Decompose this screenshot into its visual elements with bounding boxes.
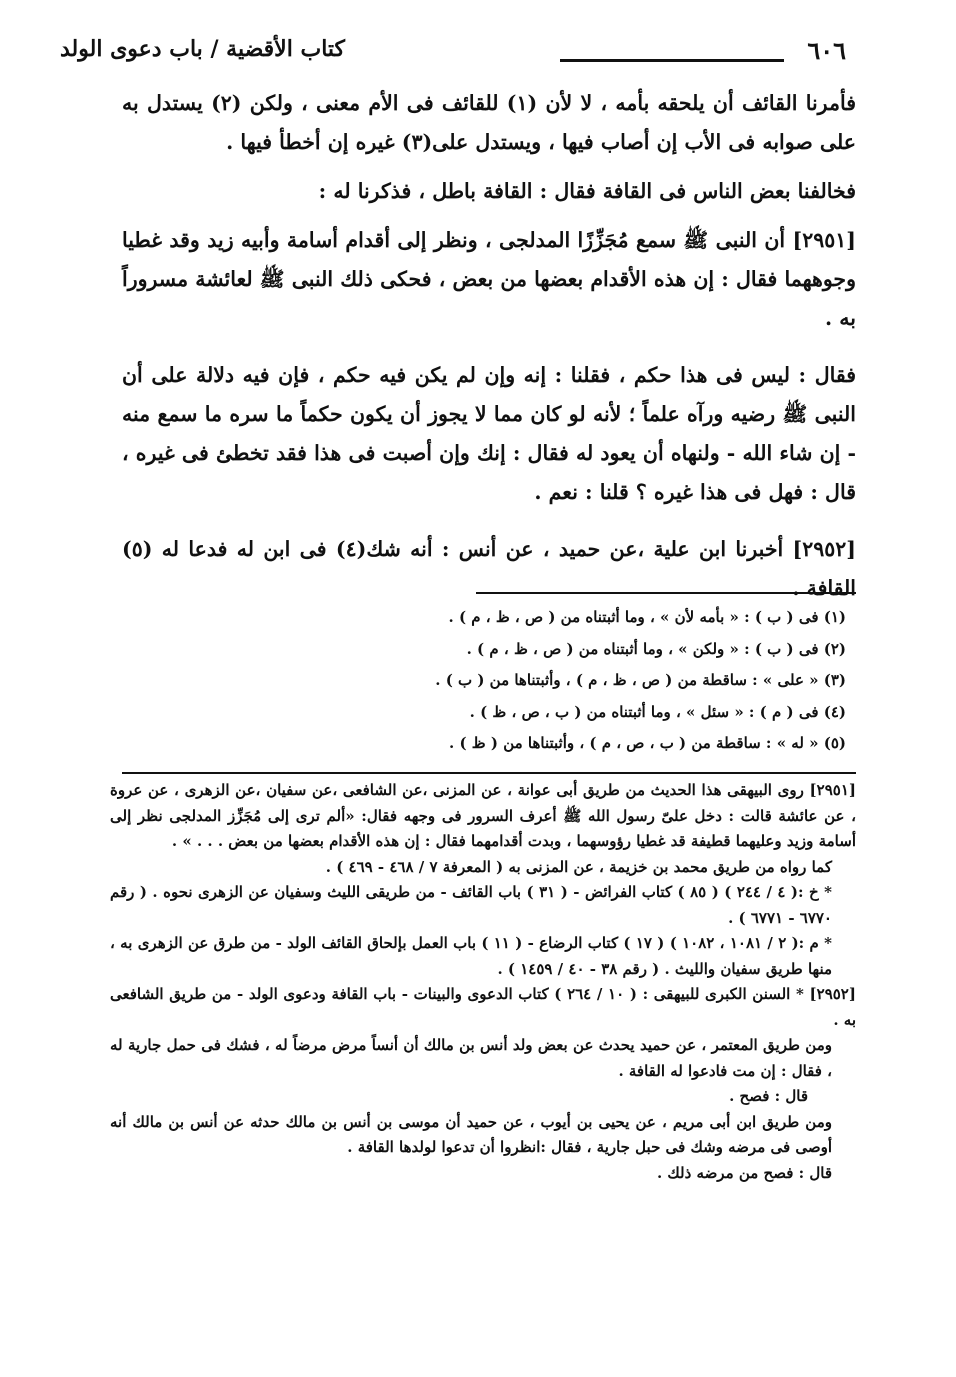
takhrij-text: * م :( ٢ / ١٠٨١ ، ١٠٨٢ ) ( ١٧ ) كتاب الرضاع - ( ١١ ) باب العمل بإلحاق القائف الولد - من طرق عن الزهرى به ، منها طريق سفيان والليث . ( رقم ٣٨ - ٤٠ / ١٤٥٩ ) .	[110, 934, 832, 978]
hadith-text: أن النبى ﷺ سمع مُجَزِّزًا المدلجى ، ونظر إلى أقدام أسامة وأبيه زيد وقد غطيا وجوههما فقال : إن هذه الأقدام بعضها من بعض ، فحكى ذلك النبى ﷺ لعائشة مسروراً به .	[122, 228, 856, 330]
hadith-number: [٢٩٥٢]	[792, 537, 856, 561]
hadith-number: [٢٩٥١]	[792, 228, 856, 252]
takhrij-section	[110, 778, 856, 1186]
takhrij-text: ومن طريق المعتمر ، عن حميد يحدث عن بعض ولد أنس بن مالك أن أنساً مرض مرضاً له ، فشك فى حمل جارية له ، فقال : إن مت فادعوا له القافة .	[110, 1036, 832, 1080]
takhrij-text: * السنن الكبرى للبيهقى : ( ١٠ / ٢٦٤ ) كتاب الدعوى والبينات - باب القافة ودعوى الولد - من طريق الشافعى به .	[110, 985, 856, 1029]
takhrij-number: [٢٩٥٢]	[809, 985, 856, 1003]
takhrij-entry	[110, 778, 856, 855]
footnote-separator	[476, 592, 856, 594]
paragraph: فخالفنا بعض الناس فى القافة فقال : القافة باطل ، فذكرنا له :	[318, 179, 856, 203]
paragraph: فأمرنا القائف أن يلحقه بأمه ، لا لأن (١) للقائف فى الأم معنى ، ولكن (٢) يستدل به على صوابه فى الأب إن أصاب فيها ، ويستدل على(٣) غيره إن أخطأ فيها .	[122, 91, 856, 154]
header-rule	[560, 59, 784, 62]
footnote: (٣) « على » : ساقطة من ( ص ، ظ ، م ) ، وأثبتناها من ( ب ) .	[435, 671, 846, 689]
takhrij-text: * خ :( ٤ / ٢٤٤ ) ( ٨٥ ) كتاب الفرائض - ( ٣١ ) باب القائف - من طريقى الليث وسفيان عن الزهرى نحوه . ( رقم ٦٧٧٠ - ٦٧٧١ ) .	[110, 883, 832, 927]
footnote: (٤) فى ( م ) : « سئل » ، وما أثبتناه من ( ب ، ص ، ظ ) .	[469, 702, 846, 721]
takhrij-text: قال : فصح .	[729, 1087, 808, 1105]
takhrij-text: قال : فصح من مرضه ذلك .	[656, 1163, 832, 1182]
paragraph: فقال : ليس فى هذا حكم ، فقلنا : إنه وإن لم يكن فيه حكم ، فإن فيه دلالة على أن النبى ﷺ رضيه ورآه علماً ؛ لأنه لو كان مما لا يجوز أن يكون حكماً ما سره ما سمع منه - إن شاء الله - ولنهاه أن يعود له فقال : إنك وإن أصبت فى هذا فقد تخطئ فى غيره ، قال : فهل فى هذا غيره ؟ قلنا : نعم .	[122, 363, 856, 504]
footnotes	[200, 602, 846, 760]
takhrij-separator	[122, 772, 856, 774]
hadith-text: أخبرنا ابن علية ،عن حميد ، عن أنس : أنه شك(٤) فى ابن له فدعا له (٥) القافة .	[122, 537, 856, 600]
hadith-2951	[122, 221, 856, 338]
footnote: (٥) « له » : ساقطة من ( ب ، ص ، م ) ، وأثبتناها من ( ظ ) .	[449, 734, 846, 752]
takhrij-text: ومن طريق ابن أبى مريم ، عن يحيى بن أيوب ، عن حميد أن موسى بن أنس بن مالك حدثه عن أنس بن مالك أنه أوصى فى مرضه وشك فى حبل جارية ، فقال :انظروا أن تدعوا لولدها القافة .	[110, 1112, 832, 1156]
footnote: (١) فى ( ب ) : « بأمه لأن » ، وما أثبتناه من ( ص ، ظ ، م ) .	[448, 608, 846, 626]
footnote: (٢) فى ( ب ) : « ولكن » ، وما أثبتناه من ( ص ، ظ ، م ) .	[466, 639, 846, 658]
hadith-2952	[122, 530, 856, 608]
running-title: كتاب الأقضية / باب دعوى الولد	[60, 36, 346, 62]
takhrij-text: كما رواه من طريق محمد بن خزيمة ، عن المزنى به ( المعرفة ٧ / ٤٦٨ - ٤٦٩ ) .	[325, 857, 832, 876]
page-header	[60, 34, 846, 74]
takhrij-number: [٢٩٥١]	[809, 781, 856, 799]
main-text	[122, 84, 856, 626]
page-number: ٦٠٦	[807, 36, 846, 65]
takhrij-text: روى البيهقى هذا الحديث من طريق أبى عوانة ، عن المزنى ،عن الشافعى ،عن سفيان ،عن الزهرى ، عن عروة ، عن عائشة قالت : دخل علىّ رسول الله ﷺ أعرف السرور فى وجهه فقال: «ألم ترى إلى مُجَزِّز المدلجى نظر إلى أسامة وزيد وعليهما قطيفة قد غطيا رؤوسهما ، وبدت أقدامهما فقال : إن هذه الأقدام بعضها من بعض . . . » .	[110, 781, 856, 850]
takhrij-entry	[110, 982, 856, 1033]
